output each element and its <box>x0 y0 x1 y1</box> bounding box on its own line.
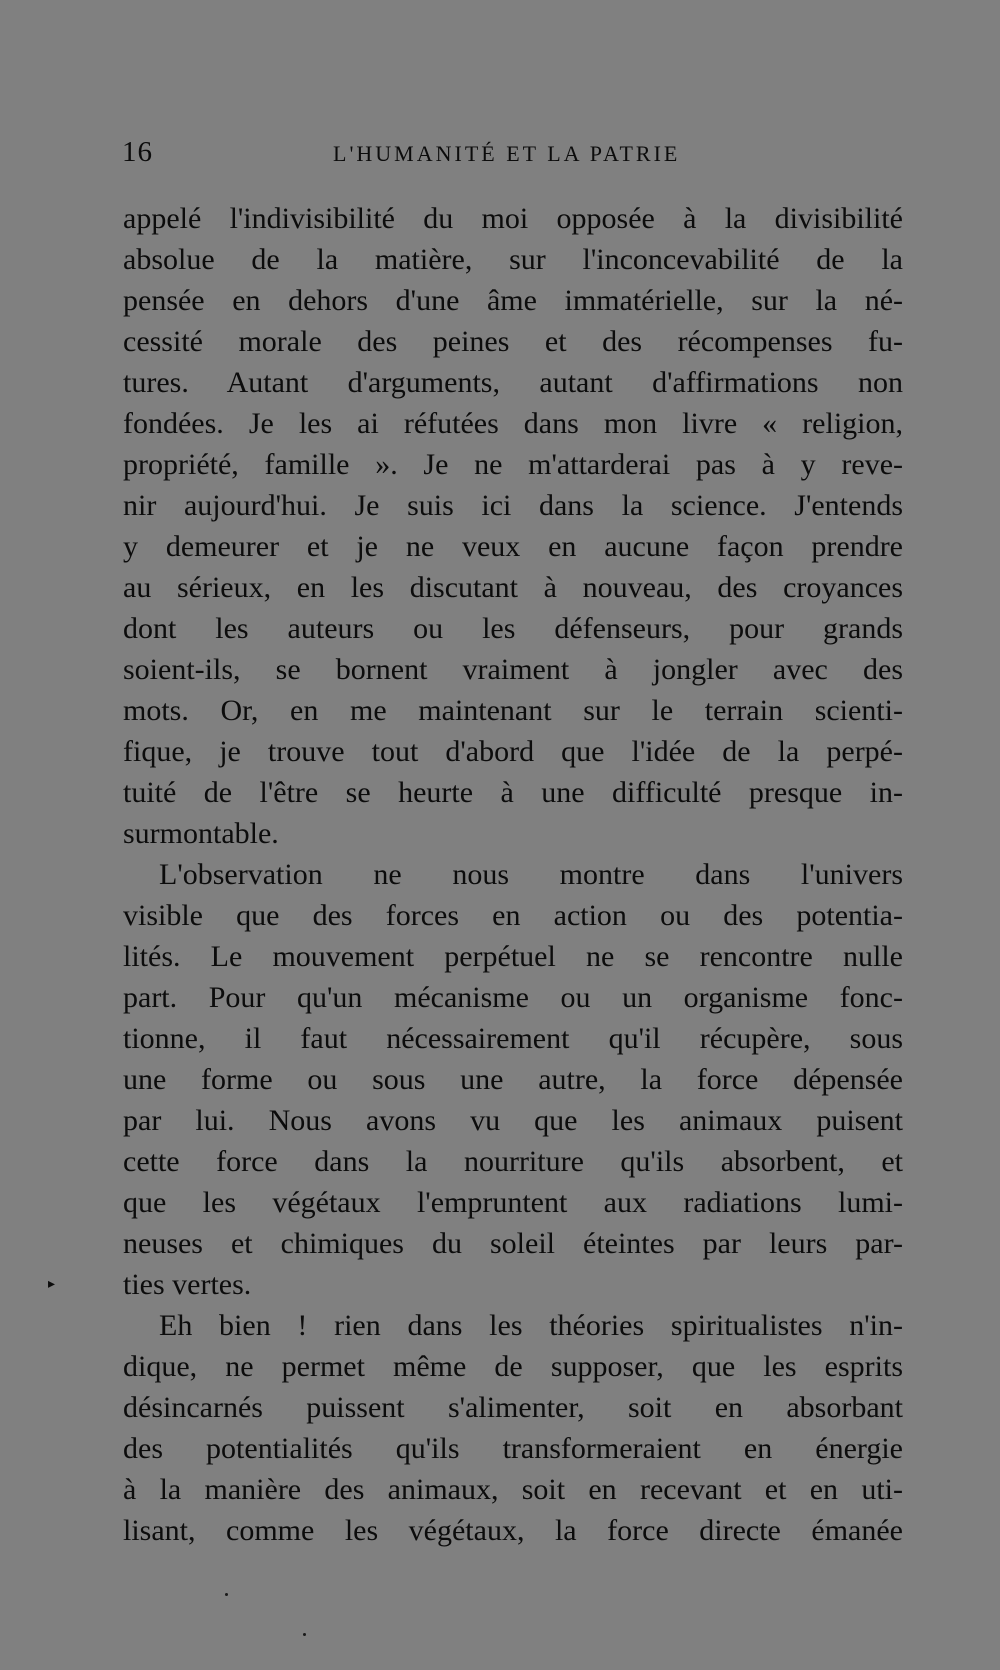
margin-mark: ▸ <box>48 1276 56 1292</box>
text-line: propriété, famille ». Je ne m'attarderai pas à y reve- <box>123 448 903 481</box>
text-line: lités. Le mouvement perpétuel ne se rencontre nulle <box>123 940 903 973</box>
text-line: que les végétaux l'empruntent aux radiations lumi- <box>123 1186 903 1219</box>
text-line: lisant, comme les végétaux, la force directe émanée <box>123 1514 903 1547</box>
text-line: ties vertes. <box>123 1268 252 1301</box>
paragraph-2 <box>123 854 903 1305</box>
text-line: Eh bien ! rien dans les théories spiritualistes n'in- <box>159 1309 903 1342</box>
text-line: dique, ne permet même de supposer, que les esprits <box>123 1350 903 1383</box>
text-line: une forme ou sous une autre, la force dépensée <box>123 1063 903 1096</box>
text-line: par lui. Nous avons vu que les animaux puisent <box>123 1104 903 1137</box>
text-line: au sérieux, en les discutant à nouveau, des croyances <box>123 571 903 604</box>
scan-speck <box>303 1633 306 1636</box>
text-line: absolue de la matière, sur l'inconcevabilité de la <box>123 243 903 276</box>
text-line: visible que des forces en action ou des potentia- <box>123 899 903 932</box>
text-line: pensée en dehors d'une âme immatérielle, sur la né- <box>123 284 903 317</box>
text-line: fique, je trouve tout d'abord que l'idée de la perpé- <box>123 735 903 768</box>
scan-speck <box>225 1593 228 1596</box>
text-line: tionne, il faut nécessairement qu'il récupère, sous <box>123 1022 903 1055</box>
text-line: L'observation ne nous montre dans l'univers <box>159 858 903 891</box>
text-line: mots. Or, en me maintenant sur le terrain scienti- <box>123 694 903 727</box>
text-line: tuité de l'être se heurte à une difficulté presque in- <box>123 776 903 809</box>
text-line: fondées. Je les ai réfutées dans mon livre « religion, <box>123 407 903 440</box>
text-line: nir aujourd'hui. Je suis ici dans la science. J'entends <box>123 489 903 522</box>
text-line: à la manière des animaux, soit en recevant et en uti- <box>123 1473 903 1506</box>
paragraph-3 <box>123 1305 903 1551</box>
paragraph-1 <box>123 198 903 854</box>
text-line: y demeurer et je ne veux en aucune façon prendre <box>123 530 903 563</box>
body-text <box>123 198 903 1551</box>
text-line: surmontable. <box>123 817 279 850</box>
text-line: appelé l'indivisibilité du moi opposée à la divisibilité <box>123 202 903 235</box>
running-head: L'HUMANITÉ ET LA PATRIE <box>333 141 681 166</box>
text-line: neuses et chimiques du soleil éteintes par leurs par- <box>123 1227 903 1260</box>
text-line: cessité morale des peines et des récompenses fu- <box>123 325 903 358</box>
text-line: part. Pour qu'un mécanisme ou un organisme fonc- <box>123 981 903 1014</box>
text-line: soient-ils, se bornent vraiment à jongler avec des <box>123 653 903 686</box>
text-line: dont les auteurs ou les défenseurs, pour grands <box>123 612 903 645</box>
text-line: désincarnés puissent s'alimenter, soit en absorbant <box>123 1391 903 1424</box>
text-line: tures. Autant d'arguments, autant d'affirmations non <box>123 366 903 399</box>
text-line: cette force dans la nourriture qu'ils absorbent, et <box>123 1145 903 1178</box>
text-line: des potentialités qu'ils transformeraient en énergie <box>123 1432 903 1465</box>
page-number: 16 <box>122 136 153 168</box>
